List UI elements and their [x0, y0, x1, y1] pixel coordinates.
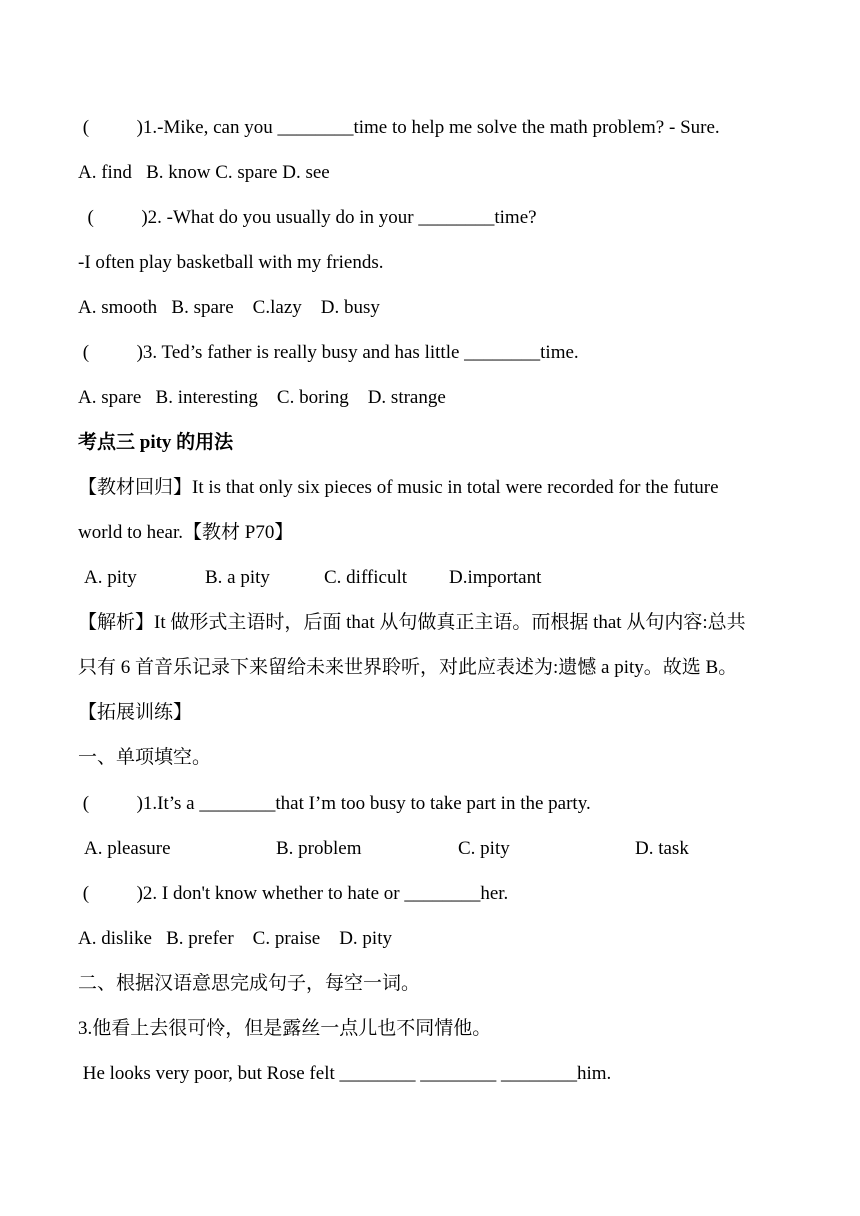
- textbook-example-line-2: world to hear.【教材 P70】: [78, 522, 294, 543]
- option-b: B. problem: [276, 838, 362, 859]
- option-c: C. pity: [458, 838, 510, 859]
- question-2: ( )2. -What do you usually do in your ________time?: [78, 207, 537, 228]
- question-2-options: A. smooth B. spare C.lazy D. busy: [78, 297, 380, 318]
- option-a: A. pity: [84, 567, 137, 588]
- practice-question-2-options: A. dislike B. prefer C. praise D. pity: [78, 928, 392, 949]
- option-d: D. task: [635, 838, 689, 859]
- practice-question-3-chinese: 3.他看上去很可怜，但是露丝一点儿也不同情他。: [78, 1018, 492, 1039]
- practice-question-2: ( )2. I don't know whether to hate or ________her.: [78, 883, 509, 904]
- part-1-heading: 一、单项填空。: [78, 747, 212, 768]
- practice-heading: 【拓展训练】: [78, 702, 193, 723]
- question-2-reply: -I often play basketball with my friends.: [78, 252, 384, 273]
- question-1-options: A. find B. know C. spare D. see: [78, 162, 330, 183]
- textbook-example-line-1: 【教材回归】It is that only six pieces of music in total were recorded for the future: [78, 477, 719, 498]
- analysis-line-1: 【解析】It 做形式主语时，后面 that 从句做真正主语。而根据 that 从句内容:总共: [78, 612, 746, 633]
- option-c: C. difficult: [324, 567, 408, 588]
- part-2-heading: 二、根据汉语意思完成句子，每空一词。: [78, 973, 421, 994]
- section-heading-pity: 考点三 pity 的用法: [78, 432, 234, 453]
- practice-question-1: ( )1.It’s a ________that I’m too busy to take part in the party.: [78, 793, 591, 814]
- option-d: D.important: [449, 567, 542, 588]
- practice-question-3-english: He looks very poor, but Rose felt ________ ________ ________him.: [78, 1063, 612, 1084]
- question-3-options: A. spare B. interesting C. boring D. strange: [78, 387, 446, 408]
- question-3: ( )3. Ted’s father is really busy and has little ________time.: [78, 342, 579, 363]
- option-a: A. pleasure: [84, 838, 171, 859]
- question-1: ( )1.-Mike, can you ________time to help me solve the math problem? - Sure.: [78, 117, 720, 138]
- option-b: B. a pity: [205, 567, 270, 588]
- analysis-line-2: 只有 6 首音乐记录下来留给未来世界聆听，对此应表述为:遗憾 a pity。故选 B。: [78, 657, 738, 678]
